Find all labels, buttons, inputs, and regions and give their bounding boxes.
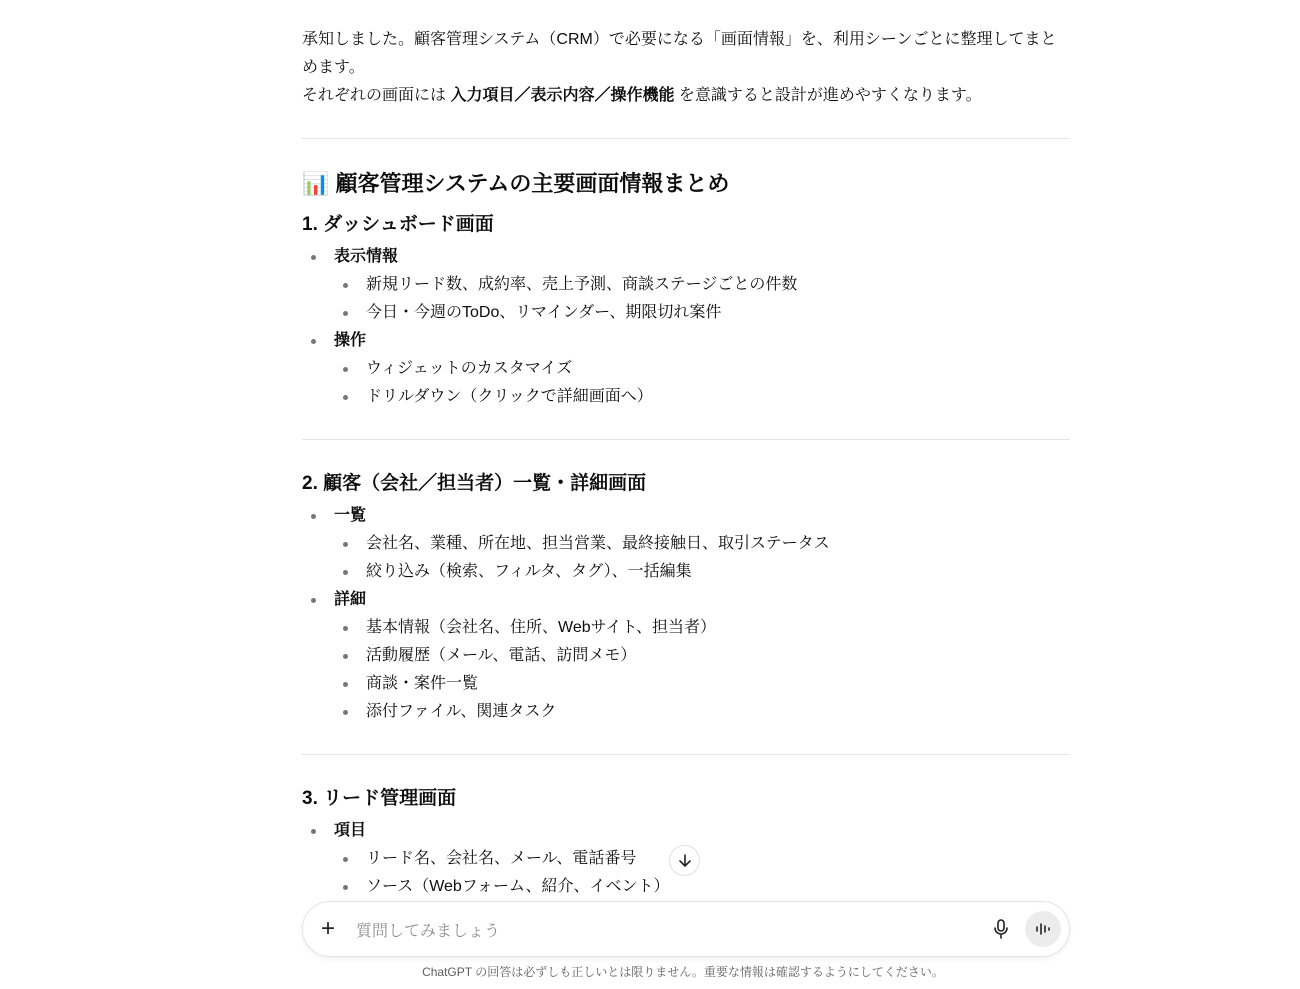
- group-label: 一覧: [302, 502, 1070, 530]
- heading-title: 顧客管理システムの主要画面情報まとめ: [335, 171, 730, 196]
- intro-line-2: [302, 82, 1070, 110]
- section-title: 3. リード管理画面: [302, 788, 457, 809]
- section: [302, 211, 1070, 411]
- intro-text: を意識すると設計が進めやすくなります。: [674, 87, 982, 104]
- intro-text: それぞれの画面には: [302, 87, 451, 104]
- list-item: 今日・今週のToDo、リマインダー、期限切れ案件: [302, 299, 1070, 327]
- divider: [302, 439, 1070, 440]
- list-item: 絞り込み（検索、フィルタ、タグ）、一括編集: [302, 558, 1070, 586]
- arrow-down-icon: [678, 854, 692, 868]
- section-title: 1. ダッシュボード画面: [302, 214, 494, 235]
- plus-icon[interactable]: +: [321, 915, 336, 942]
- group-label: 項目: [302, 817, 1070, 845]
- section-title: 2. 顧客（会社／担当者）一覧・詳細画面: [302, 473, 647, 494]
- disclaimer: ChatGPT の回答は必ずしも正しいとは限りません。重要な情報は確認するようにしてください。: [422, 965, 944, 979]
- microphone-icon[interactable]: [991, 918, 1011, 940]
- composer: [302, 901, 1070, 957]
- section: [302, 470, 1070, 726]
- chart-icon: 📊: [302, 171, 330, 196]
- list-item: ドリルダウン（クリックで詳細画面へ）: [302, 383, 1070, 411]
- group-label: 表示情報: [302, 243, 1070, 271]
- intro-line-1: 承知しました。顧客管理システム（CRM）で必要になる「画面情報」を、利用シーンごとに整理してまとめます。: [302, 31, 1057, 76]
- voice-mode-button[interactable]: [1025, 911, 1061, 947]
- list-item: 会社名、業種、所在地、担当営業、最終接触日、取引ステータス: [302, 530, 1070, 558]
- section: [302, 785, 1070, 901]
- list-item: ソース（Webフォーム、紹介、イベント）: [302, 873, 1070, 901]
- intro-bold: 入力項目／表示内容／操作機能: [450, 87, 675, 104]
- list-item: 新規リード数、成約率、売上予測、商談ステージごとの件数: [302, 271, 1070, 299]
- group-label: 詳細: [302, 586, 1070, 614]
- message-input[interactable]: 質問してみましょう: [356, 923, 501, 940]
- bullet-list: [302, 502, 1070, 726]
- divider: [302, 138, 1070, 139]
- divider: [302, 754, 1070, 755]
- summary-heading: [302, 169, 1070, 199]
- list-item: 添付ファイル、関連タスク: [302, 698, 1070, 726]
- assistant-message: [302, 26, 1070, 901]
- list-item: 基本情報（会社名、住所、Webサイト、担当者）: [302, 614, 1070, 642]
- scroll-down-button[interactable]: [669, 845, 700, 876]
- group-label: 操作: [302, 327, 1070, 355]
- waveform-icon: [1034, 920, 1052, 938]
- list-item: ウィジェットのカスタマイズ: [302, 355, 1070, 383]
- list-item: 商談・案件一覧: [302, 670, 1070, 698]
- bullet-list: [302, 243, 1070, 411]
- list-item: リード名、会社名、メール、電話番号: [302, 845, 1070, 873]
- list-item: 活動履歴（メール、電話、訪問メモ）: [302, 642, 1070, 670]
